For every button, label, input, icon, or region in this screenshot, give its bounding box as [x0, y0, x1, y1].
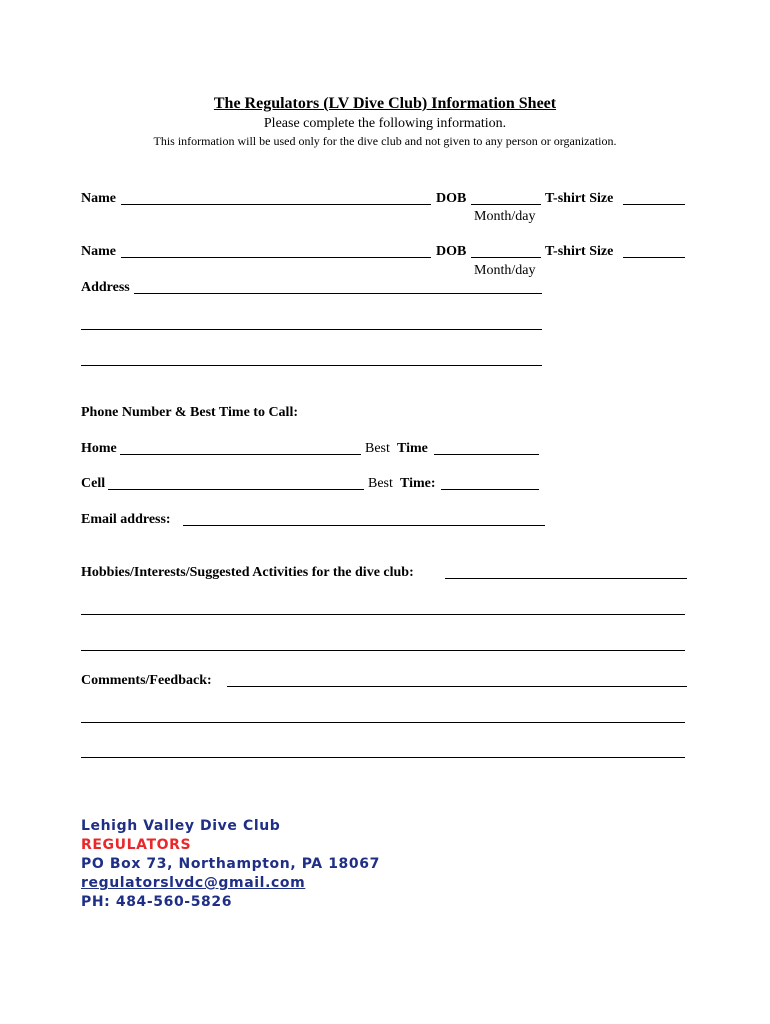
footer-email-link[interactable]: regulatorslvdc@gmail.com	[81, 875, 306, 891]
comments-field-3[interactable]	[81, 757, 685, 758]
address-field-2[interactable]	[81, 329, 542, 330]
hobbies-field-1[interactable]	[445, 578, 687, 579]
time-label-home: Time	[397, 441, 428, 456]
home-label: Home	[81, 441, 117, 456]
address-label: Address	[81, 280, 130, 295]
footer-club-name: Lehigh Valley Dive Club	[81, 818, 281, 834]
best-label-home: Best	[365, 441, 390, 456]
page-title: The Regulators (LV Dive Club) Information Sheet	[213, 95, 557, 112]
hobbies-label: Hobbies/Interests/Suggested Activities for the dive club:	[81, 565, 414, 580]
dob-label-2: DOB	[436, 244, 467, 259]
instructions: Please complete the following information.	[263, 116, 507, 131]
address-field-1[interactable]	[134, 293, 542, 294]
email-field[interactable]	[183, 525, 545, 526]
cell-label: Cell	[81, 476, 106, 491]
name-label-1: Name	[81, 191, 116, 206]
month-day-note-2: Month/day	[474, 263, 536, 278]
dob-field-2[interactable]	[471, 257, 541, 258]
phone-heading: Phone Number & Best Time to Call:	[81, 405, 298, 420]
dob-field-1[interactable]	[471, 204, 541, 205]
month-day-note-1: Month/day	[474, 209, 536, 224]
hobbies-field-2[interactable]	[81, 614, 685, 615]
comments-label: Comments/Feedback:	[81, 673, 212, 688]
tshirt-field-2[interactable]	[623, 257, 685, 258]
hobbies-field-3[interactable]	[81, 650, 685, 651]
email-label: Email address:	[81, 512, 171, 527]
tshirt-field-1[interactable]	[623, 204, 685, 205]
address-field-3[interactable]	[81, 365, 542, 366]
footer-address: PO Box 73, Northampton, PA 18067	[81, 856, 380, 872]
cell-best-time-field[interactable]	[441, 489, 539, 490]
privacy-note: This information will be used only for the dive club and not given to any person or organization.	[153, 134, 617, 148]
time-label-cell: Time:	[400, 476, 436, 491]
dob-label-1: DOB	[436, 191, 467, 206]
name-field-1[interactable]	[121, 204, 431, 205]
name-field-2[interactable]	[121, 257, 431, 258]
best-label-cell: Best	[368, 476, 393, 491]
tshirt-label-2: T-shirt Size	[545, 244, 614, 259]
footer-regulators: REGULATORS	[81, 837, 192, 853]
name-label-2: Name	[81, 244, 116, 259]
comments-field-1[interactable]	[227, 686, 687, 687]
cell-phone-field[interactable]	[108, 489, 364, 490]
home-phone-field[interactable]	[120, 454, 361, 455]
footer-phone: PH: 484-560-5826	[81, 894, 233, 910]
tshirt-label-1: T-shirt Size	[545, 191, 614, 206]
home-best-time-field[interactable]	[434, 454, 539, 455]
comments-field-2[interactable]	[81, 722, 685, 723]
